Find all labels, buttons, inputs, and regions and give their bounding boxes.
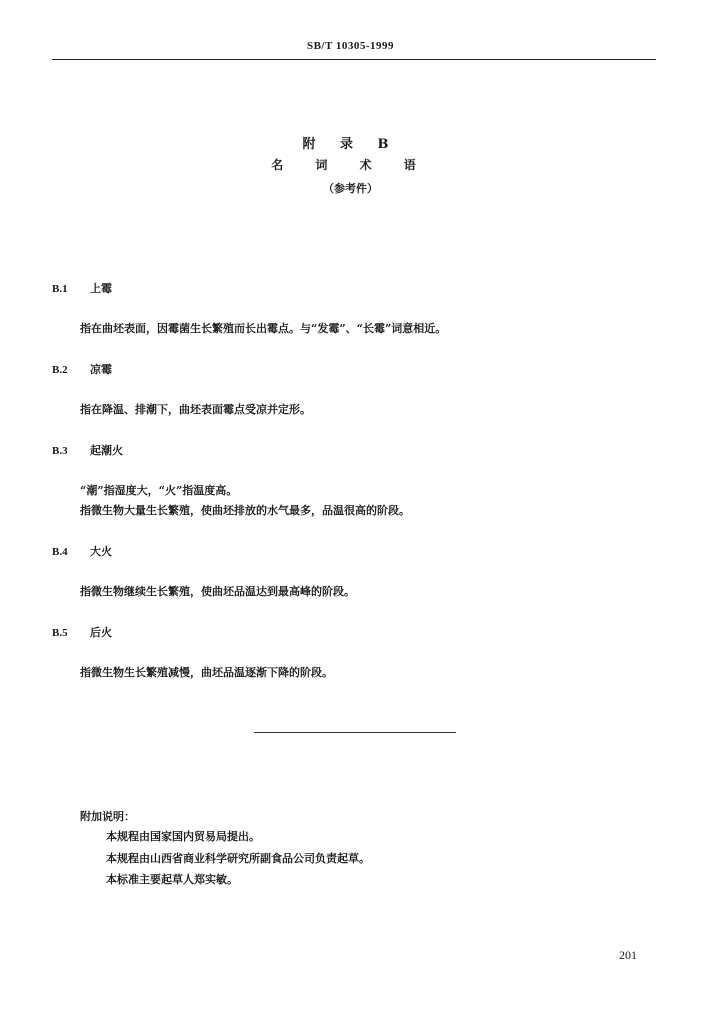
appendix-subtitle: 名 词 术 语 xyxy=(271,158,430,172)
term-heading-b3 xyxy=(52,442,123,458)
term-definition: “潮”指湿度大，“火”指温度高。 xyxy=(80,484,238,497)
term-number: B.1 xyxy=(52,283,68,295)
term-definition: 指微生物继续生长繁殖，使曲坯品温达到最高峰的阶段。 xyxy=(80,585,355,598)
term-number: B.2 xyxy=(52,364,68,376)
term-definition: 指微生物生长繁殖减慢，曲坯品温逐渐下降的阶段。 xyxy=(80,666,333,679)
term-definition: 指在曲坯表面，因霉菌生长繁殖而长出霉点。与“发霉”、“长霉”词意相近。 xyxy=(80,322,447,335)
term-heading-b5 xyxy=(52,624,112,640)
appendix-title: 附 录 B xyxy=(302,137,399,152)
term-heading-b1 xyxy=(52,280,112,296)
term-name: 起潮火 xyxy=(90,444,123,457)
appendix-note: （参考件） xyxy=(323,182,378,195)
page-number: 201 xyxy=(619,948,637,962)
term-name: 上霉 xyxy=(90,282,112,295)
term-heading-b2 xyxy=(52,361,112,377)
term-definition: 指微生物大量生长繁殖，使曲坯排放的水气最多，品温很高的阶段。 xyxy=(80,504,410,517)
header-rule xyxy=(52,59,656,60)
additional-note-line: 本规程由山西省商业科学研究所副食品公司负责起草。 xyxy=(106,852,370,865)
additional-notes-title: 附加说明： xyxy=(80,810,135,823)
term-number: B.4 xyxy=(52,546,68,558)
term-name: 后火 xyxy=(90,626,112,639)
term-heading-b4 xyxy=(52,543,112,559)
term-number: B.5 xyxy=(52,627,68,639)
term-number: B.3 xyxy=(52,445,68,457)
additional-note-line: 本标准主要起草人郑实敏。 xyxy=(106,873,238,886)
term-name: 大火 xyxy=(90,545,112,558)
additional-note-line: 本规程由国家国内贸易局提出。 xyxy=(106,830,260,843)
section-divider xyxy=(254,732,456,733)
standard-code: SB/T 10305-1999 xyxy=(306,40,395,52)
term-definition: 指在降温、排潮下，曲坯表面霉点受凉并定形。 xyxy=(80,403,311,416)
term-name: 凉霉 xyxy=(90,363,112,376)
